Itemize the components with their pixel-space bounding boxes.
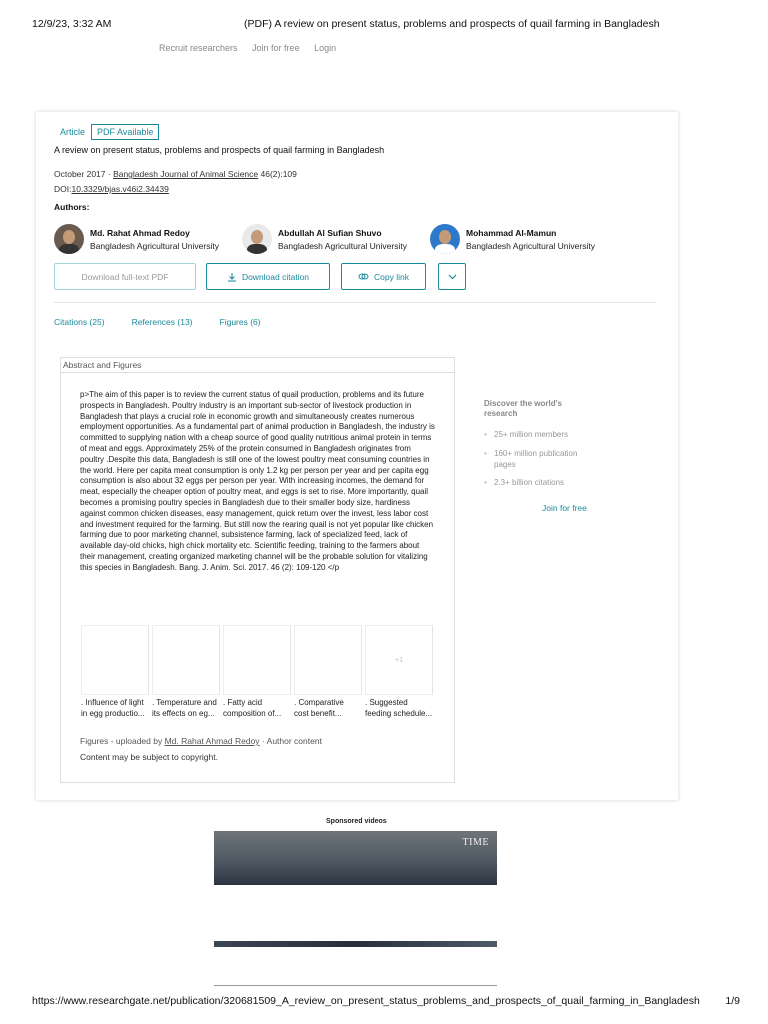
- tab-citations[interactable]: Citations (25): [54, 317, 105, 327]
- print-datetime: 12/9/23, 3:32 AM: [32, 18, 112, 30]
- figure-item[interactable]: [81, 625, 152, 719]
- join-for-free-link[interactable]: Join for free: [252, 43, 300, 53]
- author-card[interactable]: [242, 224, 407, 254]
- login-link[interactable]: Login: [314, 43, 337, 53]
- stat-citations: • 2.3+ billion citations: [484, 478, 594, 489]
- publication-tags: [60, 124, 159, 140]
- download-icon: [227, 272, 237, 282]
- avatar[interactable]: [54, 224, 84, 254]
- figure-item[interactable]: [294, 625, 365, 719]
- doi-label: DOI:: [54, 184, 72, 194]
- chevron-down-icon: [448, 274, 457, 280]
- sponsored-video-player[interactable]: [214, 831, 497, 986]
- video-frame[interactable]: [214, 831, 497, 885]
- divider: [54, 302, 656, 303]
- tab-references[interactable]: References (13): [131, 317, 193, 327]
- download-citation-label: Download citation: [241, 271, 310, 282]
- figure-thumbnail[interactable]: [81, 625, 149, 695]
- journal-link[interactable]: Bangladesh Journal of Animal Science: [113, 169, 259, 179]
- doi-line: [54, 184, 169, 194]
- figure-caption: . Fatty acid composition of...: [223, 698, 282, 718]
- print-title: (PDF) A review on present status, problems and prospects of quail farming in Bangladesh: [244, 18, 660, 30]
- tab-figures[interactable]: Figures (6): [219, 317, 261, 327]
- author-card[interactable]: [430, 224, 595, 254]
- avatar[interactable]: [430, 224, 460, 254]
- author-affiliation: Bangladesh Agricultural University: [90, 240, 219, 251]
- author-card[interactable]: [54, 224, 219, 254]
- link-icon: [358, 272, 369, 281]
- figure-caption: . Temperature and its effects on eg...: [152, 698, 217, 718]
- figure-caption: . Influence of light in egg productio...: [81, 698, 145, 718]
- uploader-link[interactable]: Md. Rahat Ahmad Redoy: [164, 736, 260, 746]
- download-full-text-pdf-button[interactable]: [54, 263, 196, 290]
- author-affiliation: Bangladesh Agricultural University: [278, 240, 407, 251]
- figure-thumbnail[interactable]: [152, 625, 220, 695]
- author-name[interactable]: Abdullah Al Sufian Shuvo: [278, 227, 382, 238]
- join-for-free-button[interactable]: Join for free: [542, 503, 587, 513]
- copyright-notice: Content may be subject to copyright.: [80, 752, 218, 762]
- abstract-heading: Abstract and Figures: [61, 358, 454, 373]
- more-figures-thumbnail[interactable]: +1: [365, 625, 433, 695]
- figure-item[interactable]: [152, 625, 223, 719]
- time-logo: TIME: [462, 837, 489, 848]
- page-url: https://www.researchgate.net/publication/320681509_A_review_on_present_status_problems_and_prospects_of_quail_farming_in_Bangladesh: [32, 995, 700, 1007]
- author-name[interactable]: Md. Rahat Ahmad Redoy: [90, 227, 190, 238]
- copy-link-label: Copy link: [374, 271, 409, 282]
- figure-caption: . Comparative cost benefit...: [294, 698, 344, 718]
- figures-uploaded-by: Figures - uploaded by Md. Rahat Ahmad Redoy · Author content: [80, 736, 322, 746]
- download-citation-button[interactable]: [206, 263, 330, 290]
- download-pdf-label: Download full-text PDF: [81, 271, 169, 282]
- authors-label: Authors:: [54, 202, 90, 212]
- stat-publications: • 160+ million publication pages: [484, 449, 594, 471]
- author-name[interactable]: Mohammad Al-Mamun: [466, 227, 557, 238]
- figure-thumbnail[interactable]: [223, 625, 291, 695]
- top-navigation: [159, 43, 348, 53]
- figure-caption: . Suggested feeding schedule...: [365, 698, 433, 718]
- abstract-text: p>The aim of this paper is to review the current status of quail production, problems and its future prospects in Bangladesh. Poultry industry is an important sub-sector of livestock production in Bangladesh that plays a crucial role in economic growth and simultaneously creates numerous employment opportunities. As a fundamental part of animal production in Bangladesh, the industry is committed to supplying nation with a cheap source of good quality nutritious animal protein in terms of meat and eggs. Approximately 25% of the protein consumed in Bangladesh originates from poultry .Despite this data, Bangladesh is still one of the lowest poultry meat consuming countries in the world. Here per capita meat consumption is only 1.2 kg per person per year and per capita egg consumption is also about 32 eggs per person per year. With increasing incomes, the demand for meat, especially the cheaper option of poultry meat, and eggs is set to rise. More importantly, quail becomes a promising poultry species in Bangladesh due to their smaller body size, hardiness against common chicken diseases, easy management, quick return over the invest, less labor cost and investment required for the farming. But still now the rearing quail is not yet popular like chicken farming due to poor marketing channel, subsistence farming, lack of specialized feed, lack of available day-old chicks, high chick mortality etc. Scientific feeding, training to the farmers about their management, creating organized marketing channel will be the probable solution for vitalizing this species in Bangladesh. Bang. J. Anim. Sci. 2017. 46 (2): 109-120 </p: [80, 390, 435, 572]
- abstract-panel: [60, 357, 455, 783]
- figures-strip: [81, 625, 436, 719]
- publication-date: October 2017 ·: [54, 169, 114, 179]
- stat-members: • 25+ million members: [484, 430, 594, 441]
- author-affiliation: Bangladesh Agricultural University: [466, 240, 595, 251]
- discover-research-panel: [484, 399, 594, 497]
- copy-link-button[interactable]: [341, 263, 426, 290]
- publication-card: [36, 112, 678, 800]
- article-tag: Article: [60, 127, 86, 137]
- video-strip: [214, 941, 497, 947]
- page-number: 1/9: [725, 995, 740, 1007]
- publication-title: A review on present status, problems and prospects of quail farming in Bangladesh: [54, 145, 385, 155]
- journal-volume: 46(2):109: [258, 169, 297, 179]
- figure-item[interactable]: [223, 625, 294, 719]
- discover-heading: Discover the world's research: [484, 399, 562, 418]
- sponsored-videos-label: Sponsored videos: [326, 818, 387, 825]
- figure-item[interactable]: [365, 625, 436, 719]
- publication-tabs: [54, 317, 288, 327]
- publication-meta: [54, 169, 297, 179]
- pdf-available-badge: PDF Available: [91, 124, 159, 140]
- doi-link[interactable]: 10.3329/bjas.v46i2.34439: [71, 184, 169, 194]
- avatar[interactable]: [242, 224, 272, 254]
- more-actions-button[interactable]: [438, 263, 466, 290]
- figure-thumbnail[interactable]: [294, 625, 362, 695]
- recruit-researchers-link[interactable]: Recruit researchers: [159, 43, 238, 53]
